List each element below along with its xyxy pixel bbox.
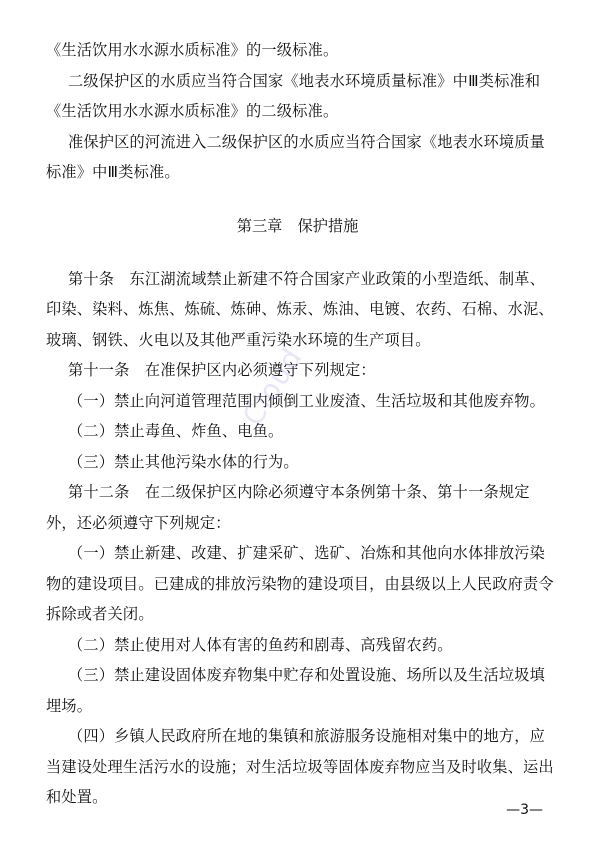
paragraph-line: 《生活饮用水水源水质标准》的一级标准。: [46, 41, 339, 59]
paragraph-line: 二级保护区的水质应当符合国家《地表水环境质量标准》中Ⅲ类标准和: [68, 72, 541, 90]
paragraph-line: 标准》中Ⅲ类标准。: [46, 163, 180, 181]
paragraph-line: 第十二条 在二级保护区内除必须遵守本条例第十条、第十一条规定: [68, 483, 530, 501]
paragraph-line: （一）禁止向河道管理范围内倾倒工业废渣、生活垃圾和其他废弃物。: [68, 392, 546, 410]
paragraph-line: 准保护区的河流进入二级保护区的水质应当符合国家《地表水环境质量: [68, 133, 546, 151]
paragraph-line: 当建设处理生活污水的设施；对生活垃圾等固体废弃物应当及时收集、运出: [46, 758, 554, 776]
paragraph-line: （三）禁止建设固体废弃物集中贮存和处置设施、场所以及生活垃圾填: [68, 666, 546, 684]
paragraph-line: 外，还必须遵守下列规定：: [46, 514, 231, 532]
chapter-heading: 第三章 保护措施: [236, 217, 359, 235]
page-number: —3—: [506, 802, 543, 818]
paragraph-line: 《生活饮用水水源水质标准》的二级标准。: [46, 102, 339, 120]
paragraph-line: 拆除或者关闭。: [46, 605, 154, 623]
paragraph-line: 和处置。: [46, 788, 108, 806]
paragraph-line: （二）禁止毒鱼、炸鱼、电鱼。: [68, 422, 284, 440]
paragraph-line: 印染、染料、炼焦、炼硫、炼砷、炼汞、炼油、电镀、农药、石棉、水泥、: [46, 300, 554, 318]
paragraph-line: 物的建设项目。已建成的排放污染物的建设项目，由县级以上人民政府责令: [46, 575, 554, 593]
paragraph-line: 埋场。: [46, 697, 93, 715]
paragraph-line: （三）禁止其他污染水体的行为。: [68, 453, 299, 471]
paragraph-line: （一）禁止新建、改建、扩建采矿、选矿、冶炼和其他向水体排放污染: [68, 544, 546, 562]
paragraph-line: （二）禁止使用对人体有害的鱼药和剧毒、高残留农药。: [68, 636, 453, 654]
paragraph-line: 第十条 东江湖流域禁止新建不符合国家产业政策的小型造纸、制革、: [68, 270, 546, 288]
paragraph-line: 玻璃、钢铁、火电以及其他严重污染水环境的生产项目。: [46, 331, 431, 349]
paragraph-line: （四）乡镇人民政府所在地的集镇和旅游服务设施相对集中的地方，应: [68, 727, 546, 745]
watermark: Cloud: [236, 341, 310, 432]
paragraph-line: 第十一条 在准保护区内必须遵守下列规定：: [68, 361, 376, 379]
